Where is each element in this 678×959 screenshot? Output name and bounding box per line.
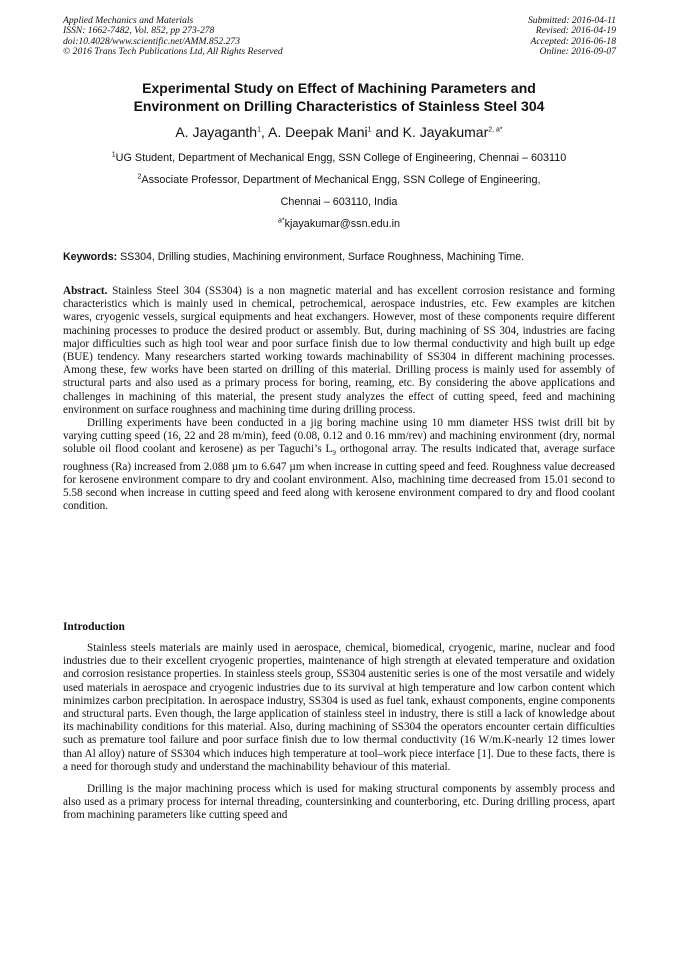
affiliation-mark: 2 <box>137 173 142 181</box>
body-paragraph: Drilling is the major machining process which is used for making structural components by assembly process and also used as a primary process for internal threading, countersinking and counterboring, etc. During drilling process, apart from machining parameters like cutting speed and <box>63 783 615 822</box>
body-paragraph: Stainless steels materials are mainly used in aerospace, chemical, biomedical, cryogenic, marine, nuclear and food industries due to their excellent cryogenic properties, maintenance of high strength at elevated temperature and oxidation and corrosion resistance properties. In stainless steels group, SS304 austenitic series is one of the most versatile and widely used materials in aerospace and cryogenic industries due to its survival at high temperature and low carbon content which minimizes carbon precipitation. In aerospace industry, SS304 is used as fuel tank, exhaust components, engine components and structural parts. Even though, the large application of stainless steel in industry, there is still a lack of knowledge about its machinability conditions for this material. Also, during machining of SS304 the operators encounter certain difficulties such as premature tool failure and poor surface finish due to low thermal conductivity (16 W/m.K-nearly 12 times lower than Al alloy) nature of SS304 which induces high temperature at tool–work piece interface [1]. Due to these facts, there is a need for thorough study and understand the machinability behaviour of this material. <box>63 642 615 773</box>
accepted-date: Accepted: 2016-06-18 <box>530 35 616 47</box>
title-line-2: Environment on Drilling Characteristics of Stainless Steel 304 <box>133 97 545 114</box>
author-affiliation-mark: 2, a* <box>488 126 503 134</box>
affiliation-2-location <box>40 195 638 209</box>
paper-title <box>40 80 638 115</box>
abstract-paragraph <box>63 285 615 417</box>
abstract-text: orthogonal array. The results indicated that, average surface roughness (Ra) increased from 2.088 µm to 6.647 µm when increase in cutting speed and feed. Roughness value decreased for kerosene environment compare to dry and coolant environment. Also, machining time decreased from 15.01 second to 5.58 second when increase in cutting speed and feed along with kerosene environment compared to dry and flood coolant condition. <box>63 443 615 513</box>
author-separator: , <box>260 124 268 140</box>
author-name: K. Jayakumar <box>402 124 489 140</box>
doi-line: doi:10.4028/www.scientific.net/AMM.852.273 <box>63 35 241 47</box>
title-line-1: Experimental Study on Effect of Machining Parameters and <box>142 80 536 96</box>
abstract-section <box>63 285 615 514</box>
abstract-text: Stainless Steel 304 (SS304) is a non magnetic material and has excellent corrosion resistance and forming characteristics which is mainly used in chemical, petrochemical, aerospace industries, etc. Few examples are kitchen wares, cryogenic vessels, surgical equipments and heat exchangers. However, most of these components require different machining processes to produce the desired product or assembly. But, during machining of SS 304, industries are facing major difficulties such as high tool wear and poor surface finish due to low thermal conductivity and high built up edge (BUE) tendency. Many researchers started working towards machinability of SS304 in different machining processes. Among these, few works have been started on drilling of this material. Drilling process is mainly used for assembly of structural parts and also used as a primary process for boring, reaming, etc. By considering the above applications and challenges in machining of this material, the present study analyzes the effect of cutting speed, feed and machining environment on surface roughness and machining time during drilling process. <box>63 285 615 416</box>
keywords <box>63 250 623 264</box>
affiliation-1 <box>40 151 638 165</box>
keywords-label: Keywords: <box>63 251 118 263</box>
journal-info <box>63 16 283 58</box>
affiliation-text: Associate Professor, Department of Mechanical Engg, SSN College of Engineering, <box>141 174 541 186</box>
author-list <box>40 124 638 141</box>
email-mark: a* <box>277 217 285 225</box>
abstract-paragraph <box>63 417 615 514</box>
author-separator: and <box>371 124 403 140</box>
affiliation-2 <box>40 173 638 187</box>
section-heading: Introduction <box>63 621 125 633</box>
publication-dates <box>528 16 616 58</box>
online-date: Online: 2016-09-07 <box>539 46 616 58</box>
corresponding-email <box>40 217 638 231</box>
author-affiliation-mark: 1 <box>257 126 261 134</box>
author-affiliation-mark: 1 <box>367 126 372 134</box>
abstract-label: Abstract. <box>63 285 108 297</box>
keywords-text: SS304, Drilling studies, Machining environment, Surface Roughness, Machining Time. <box>117 251 525 263</box>
revised-date: Revised: 2016-04-19 <box>535 25 616 37</box>
author-name: A. Deepak Mani <box>268 124 368 140</box>
subscript: 9 <box>332 449 336 458</box>
issn-line: ISSN: 1662-7482, Vol. 852, pp 273-278 <box>63 25 215 37</box>
journal-name: Applied Mechanics and Materials <box>63 15 194 26</box>
affiliation-text: UG Student, Department of Mechanical Engg, SSN College of Engineering, Chennai – 603110 <box>115 152 567 164</box>
copyright-line: © 2016 Trans Tech Publications Ltd, All Rights Reserved <box>63 46 283 58</box>
submitted-date: Submitted: 2016-04-11 <box>527 15 616 26</box>
email-address[interactable]: kjayakumar@ssn.edu.in <box>284 218 400 230</box>
affiliation-mark: 1 <box>111 151 116 159</box>
author-name: A. Jayaganth <box>175 124 258 140</box>
introduction-section <box>63 642 615 823</box>
affiliation-text: Chennai – 603110, India <box>280 196 398 208</box>
abstract-text: Drilling experiments have been conducted in a jig boring machine using 10 mm diameter HSS twist drill bit by varying cutting speed (16, 22 and 28 m/min), feed (0.08, 0.12 and 0.16 mm/rev) and machining environment (dry, normal soluble oil flood coolant and kerosene) as per Taguchi’s L <box>63 417 615 456</box>
